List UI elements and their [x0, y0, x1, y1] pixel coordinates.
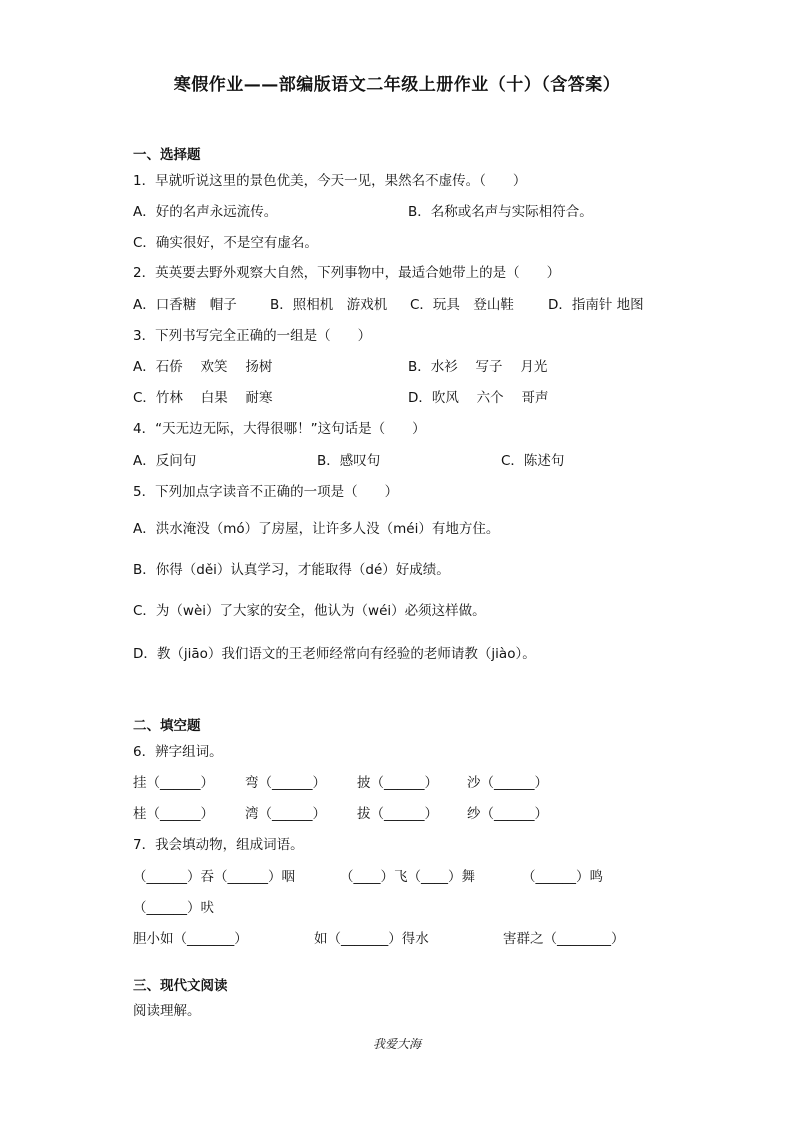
- question-7-stem: 7．我会填动物，组成词语。: [133, 837, 304, 853]
- question-5-option-c: C．为（wèi）了大家的安全，他认为（wéi）必须这样做。: [133, 603, 486, 619]
- question-7-blank[interactable]: （______）鸣: [522, 869, 603, 885]
- question-6-blank[interactable]: 湾（______）: [245, 806, 326, 822]
- question-6-blank[interactable]: 披（______）: [357, 775, 438, 791]
- question-3-stem: 3．下列书写完全正确的一组是（ ）: [133, 328, 372, 344]
- question-1-option-b: B．名称或名声与实际相符合。: [408, 204, 593, 220]
- question-4-option-c: C．陈述句: [501, 453, 565, 469]
- question-7-blank[interactable]: （______）吠: [133, 900, 214, 916]
- question-4-option-a: A．反问句: [133, 453, 197, 469]
- question-3-option-c: C．竹林 白果 耐寒: [133, 390, 273, 406]
- question-4-option-b: B．感叹句: [317, 453, 381, 469]
- question-7-blank[interactable]: 胆小如（_______）: [133, 931, 248, 947]
- question-6-blank[interactable]: 挂（______）: [133, 775, 214, 791]
- question-3-option-b: B．水衫 写子 月光: [408, 359, 548, 375]
- question-6-blank[interactable]: 桂（______）: [133, 806, 214, 822]
- question-7-blank[interactable]: 如（_______）得水: [314, 931, 429, 947]
- question-1-option-c: C．确实很好，不是空有虚名。: [133, 235, 318, 251]
- question-3-option-a: A．石侨 欢笑 扬树: [133, 359, 273, 375]
- section-heading-reading: 三、现代文阅读: [133, 978, 228, 994]
- question-5-option-a: A．洪水淹没（mó）了房屋，让许多人没（méi）有地方住。: [133, 521, 500, 537]
- question-1-stem: 1．早就听说这里的景色优美，今天一见，果然名不虚传。（ ）: [133, 173, 527, 189]
- question-6-blank[interactable]: 拔（______）: [357, 806, 438, 822]
- question-3-option-d: D．吹风 六个 哥声: [408, 390, 549, 406]
- question-7-blank[interactable]: 害群之（________）: [503, 931, 625, 947]
- question-5-option-b: B．你得（děi）认真学习，才能取得（dé）好成绩。: [133, 562, 450, 578]
- question-2-option-a: A．口香糖 帽子: [133, 297, 237, 313]
- question-6-blank[interactable]: 弯（______）: [245, 775, 326, 791]
- question-1-option-a: A．好的名声永远流传。: [133, 204, 278, 220]
- reading-intro: 阅读理解。: [133, 1003, 201, 1019]
- question-6-stem: 6．辨字组词。: [133, 744, 223, 760]
- section-heading-fill: 二、填空题: [133, 718, 201, 734]
- question-5-stem: 5．下列加点字读音不正确的一项是（ ）: [133, 484, 399, 500]
- question-6-blank[interactable]: 沙（______）: [467, 775, 548, 791]
- question-7-blank[interactable]: （______）吞（______）咽: [133, 869, 295, 885]
- question-2-stem: 2．英英要去野外观察大自然，下列事物中，最适合她带上的是（ ）: [133, 265, 561, 281]
- question-7-blank[interactable]: （____）飞（____）舞: [340, 869, 475, 885]
- section-heading-choice: 一、选择题: [133, 147, 201, 163]
- question-2-option-d: D．指南针 地图: [548, 297, 644, 313]
- question-2-option-b: B．照相机 游戏机: [270, 297, 388, 313]
- question-2-option-c: C．玩具 登山鞋: [410, 297, 514, 313]
- page-title: 寒假作业——部编版语文二年级上册作业（十）（含答案）: [173, 75, 621, 95]
- passage-title: 我爱大海: [372, 1037, 421, 1051]
- question-6-blank[interactable]: 纱（______）: [467, 806, 548, 822]
- question-5-option-d: D．教（jiāo）我们语文的王老师经常向有经验的老师请教（jiào）。: [133, 646, 536, 662]
- question-4-stem: 4．“天无边无际，大得很哪！”这句话是（ ）: [133, 421, 426, 437]
